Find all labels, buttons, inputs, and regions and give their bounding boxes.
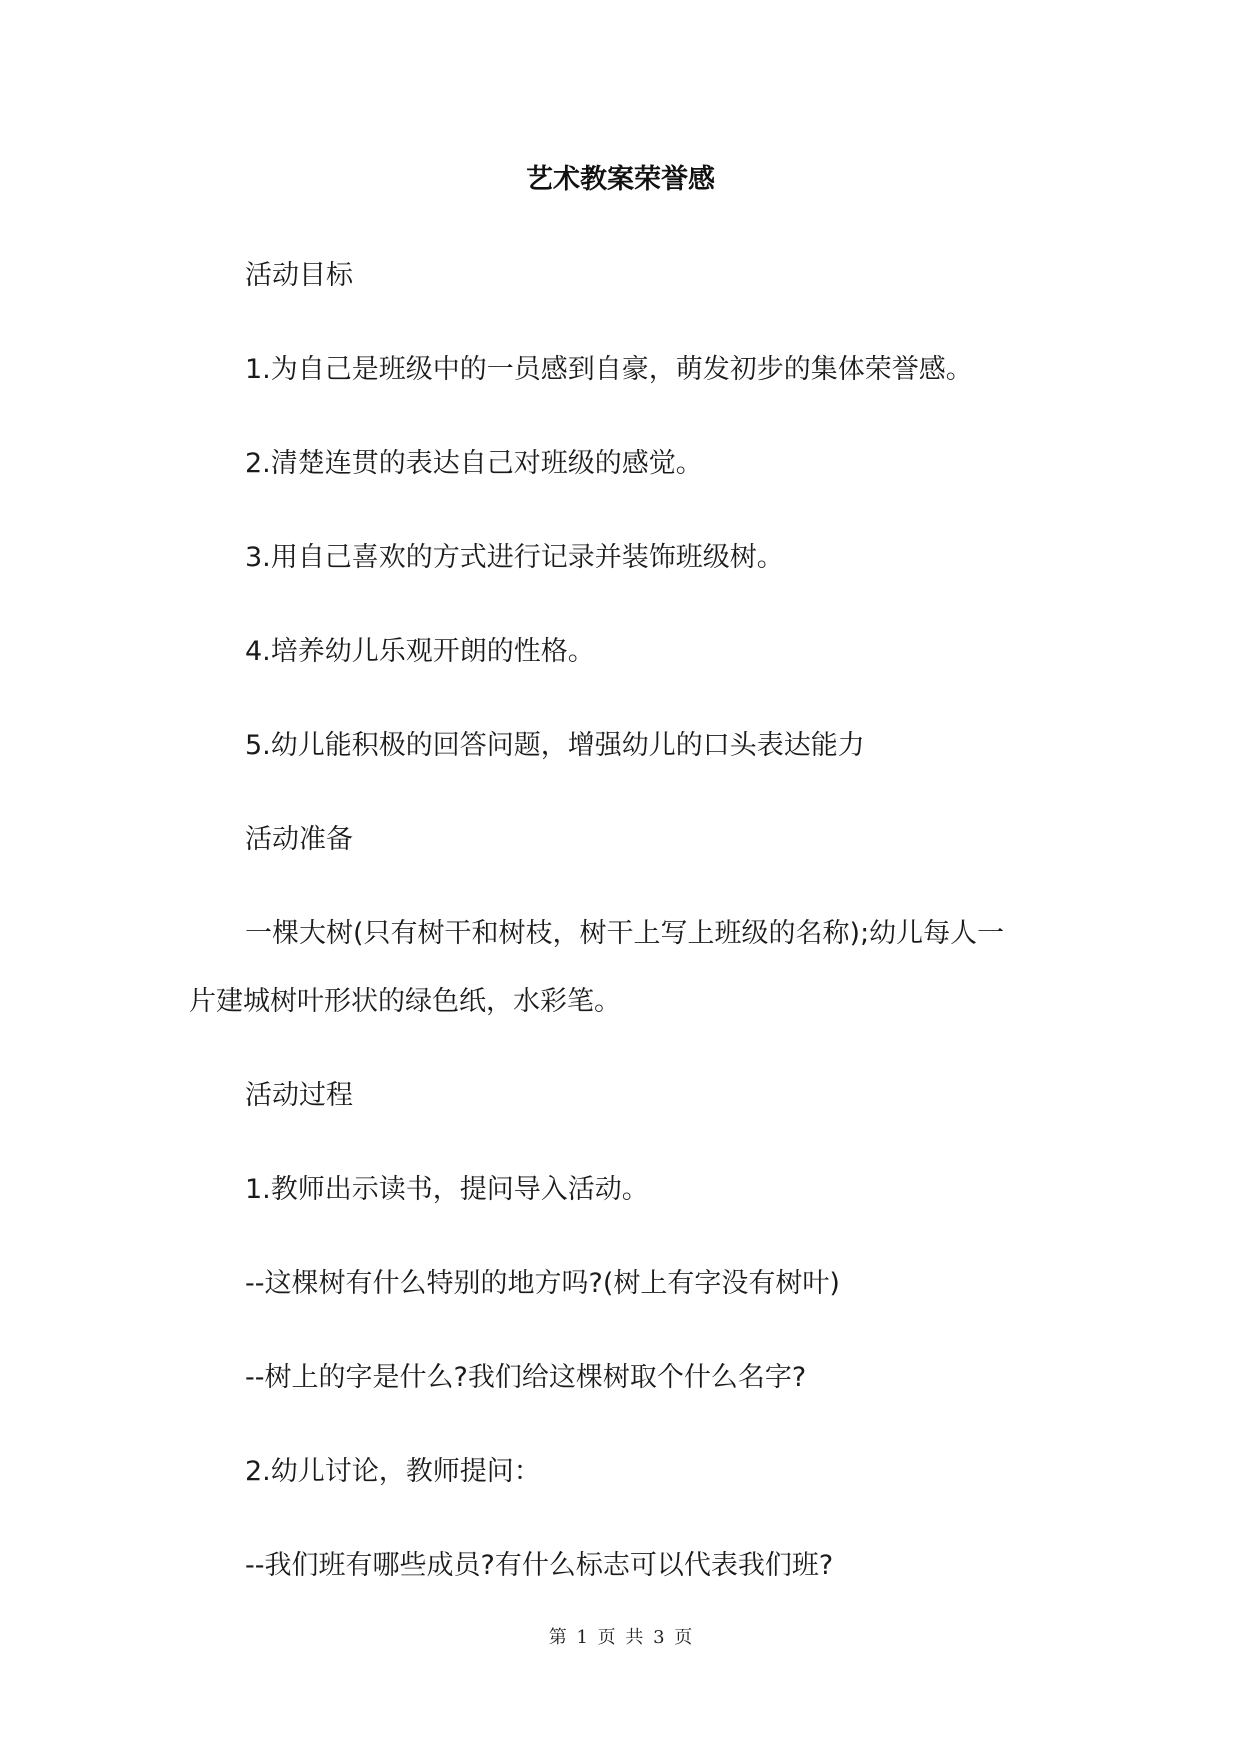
process-question-1: --这棵树有什么特别的地方吗?(树上有字没有树叶) xyxy=(245,1268,840,1299)
goal-item-5: 5.幼儿能积极的回答问题，增强幼儿的口头表达能力 xyxy=(245,730,865,761)
goal-item-1: 1.为自己是班级中的一员感到自豪，萌发初步的集体荣誉感。 xyxy=(245,354,973,385)
process-question-3: --我们班有哪些成员?有什么标志可以代表我们班? xyxy=(245,1550,834,1581)
process-question-2: --树上的字是什么?我们给这棵树取个什么名字? xyxy=(245,1362,807,1393)
section-heading-process: 活动过程 xyxy=(245,1080,353,1111)
goal-item-3: 3.用自己喜欢的方式进行记录并装饰班级树。 xyxy=(245,542,784,573)
preparation-paragraph-line-2: 片建城树叶形状的绿色纸，水彩笔。 xyxy=(189,986,621,1017)
preparation-paragraph-line-1: 一棵大树(只有树干和树枝，树干上写上班级的名称);幼儿每人一 xyxy=(245,918,1005,949)
page-title: 艺术教案荣誉感 xyxy=(526,164,715,195)
section-heading-goals: 活动目标 xyxy=(245,260,353,291)
section-heading-preparation: 活动准备 xyxy=(245,824,353,855)
process-step-2: 2.幼儿讨论，教师提问： xyxy=(245,1456,541,1487)
goal-item-2: 2.清楚连贯的表达自己对班级的感觉。 xyxy=(245,448,703,479)
process-step-1: 1.教师出示读书，提问导入活动。 xyxy=(245,1174,649,1205)
goal-item-4: 4.培养幼儿乐观开朗的性格。 xyxy=(245,636,595,667)
page-footer: 第 1 页 共 3 页 xyxy=(548,1627,693,1648)
